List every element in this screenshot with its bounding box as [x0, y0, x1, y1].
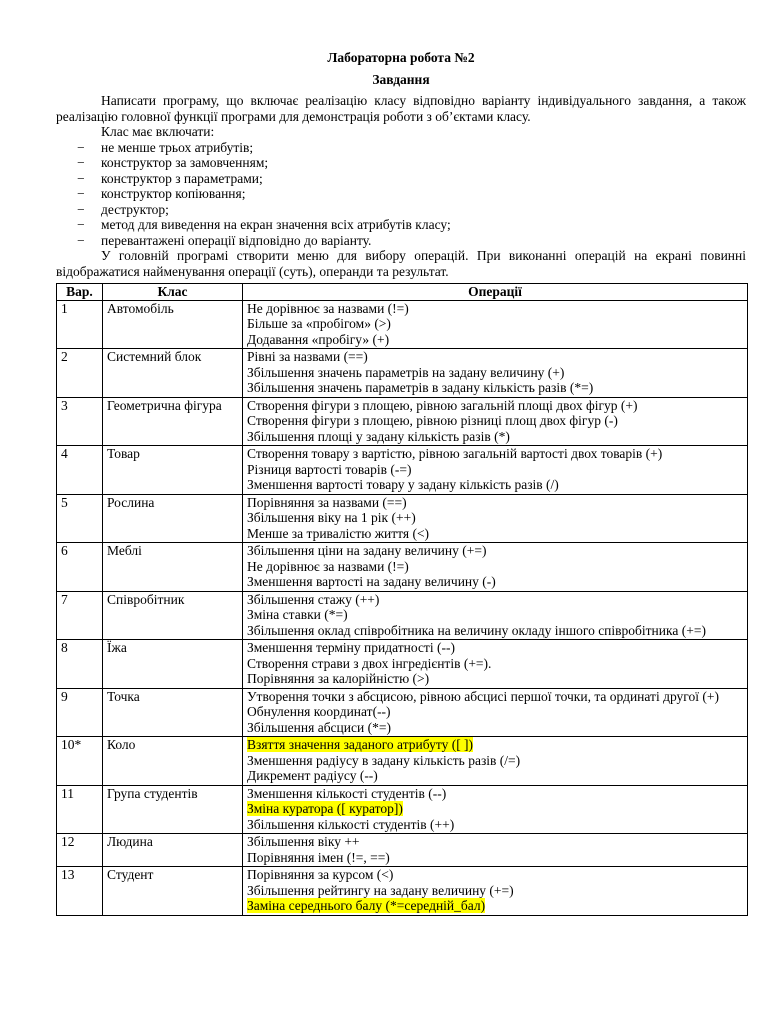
- document-page: [56, 48, 746, 916]
- page-subtitle: Завдання: [372, 72, 430, 87]
- class-cell: Меблі: [103, 543, 243, 592]
- variant-cell: 7: [57, 591, 103, 640]
- dash-bullet-icon: −: [77, 217, 85, 232]
- operation-line: Зміна ставки (*=): [247, 607, 348, 622]
- operation-line: Різниця вартості товарів (-=): [247, 461, 412, 477]
- operation-line: Порівняння за курсом (<): [247, 867, 394, 882]
- variant-cell: 6: [57, 543, 103, 592]
- operations-cell: [243, 737, 748, 786]
- operation-line: Збільшення значень параметрів на задану величину (+): [247, 364, 565, 380]
- operation-line: Збільшення віку ++: [247, 834, 360, 849]
- operations-cell: [243, 494, 748, 543]
- operation-line: Рівні за назвами (==): [247, 349, 368, 364]
- variant-cell: 3: [57, 397, 103, 446]
- variant-cell: 1: [57, 300, 103, 349]
- class-cell: Точка: [103, 688, 243, 737]
- class-cell: Рослина: [103, 494, 243, 543]
- class-cell: Людина: [103, 834, 243, 867]
- operation-line: Збільшення площі у задану кількість разів (*): [247, 428, 510, 444]
- highlighted-operation: Заміна середнього балу (*=середній_бал): [247, 898, 486, 913]
- table-row: [57, 834, 748, 867]
- operation-line: Не дорівнює за назвами (!=): [247, 558, 409, 574]
- operation-line: Збільшення стажу (++): [247, 591, 380, 607]
- class-cell: Коло: [103, 737, 243, 786]
- operation-line: Збільшення ціни на задану величину (+=): [247, 543, 487, 558]
- requirement-item: − конструктор копіювання;: [77, 186, 246, 201]
- operation-line: Збільшення оклад співробітника на величину окладу іншого співробітника (+=): [247, 622, 706, 638]
- operations-cell: [243, 349, 748, 398]
- variant-cell: 11: [57, 785, 103, 834]
- requirement-item: − перевантажені операції відповідно до варіанту.: [77, 232, 372, 248]
- header-operations: Операції: [243, 284, 748, 301]
- table-row: [57, 494, 748, 543]
- operation-line: Зменшення кількості студентів (--): [247, 785, 447, 801]
- class-cell: Товар: [103, 446, 243, 495]
- operation-line: Створення фігури з площею, рівною різниці площ двох фігур (-): [247, 413, 618, 428]
- dash-bullet-icon: −: [77, 139, 85, 155]
- variant-cell: 9: [57, 688, 103, 737]
- requirement-item: − конструктор за замовченням;: [77, 155, 269, 170]
- variant-cell: 13: [57, 867, 103, 916]
- requirement-item: − не менше трьох атрибутів;: [77, 139, 254, 155]
- variant-cell: 5: [57, 494, 103, 543]
- dash-bullet-icon: −: [77, 186, 85, 201]
- class-cell: Автомобіль: [103, 300, 243, 349]
- operation-line: Дикремент радіусу (--): [247, 768, 378, 783]
- operations-cell: [243, 785, 748, 834]
- operation-line: Менше за тривалістю життя (<): [247, 525, 430, 541]
- highlighted-operation: Зміна куратора ([ куратор]): [247, 801, 403, 816]
- variant-cell: 4: [57, 446, 103, 495]
- table-row: [57, 785, 748, 834]
- operation-line: Збільшення кількості студентів (++): [247, 816, 455, 832]
- dash-bullet-icon: −: [77, 201, 85, 217]
- operation-line: Більше за «пробігом» (>): [247, 316, 391, 331]
- variants-table: [56, 283, 748, 916]
- operation-line: Створення страви з двох інгредієнтів (+=).: [247, 655, 492, 671]
- operation-line: Створення товару з вартістю, рівною загальній вартості двох товарів (+): [247, 446, 663, 461]
- operation-line: Додавання «пробігу» (+): [247, 331, 390, 347]
- operation-line: Збільшення рейтингу на задану величину (+=): [247, 882, 514, 898]
- operations-cell: [243, 834, 748, 867]
- table-row: [57, 688, 748, 737]
- table-row: [57, 397, 748, 446]
- variant-cell: 12: [57, 834, 103, 867]
- operation-line: Порівняння імен (!=, ==): [247, 849, 390, 865]
- variant-cell: 8: [57, 640, 103, 689]
- operations-cell: [243, 397, 748, 446]
- operations-cell: [243, 591, 748, 640]
- table-row: [57, 349, 748, 398]
- class-cell: Системний блок: [103, 349, 243, 398]
- operations-cell: [243, 867, 748, 916]
- operations-cell: [243, 446, 748, 495]
- highlighted-operation: Взяття значення заданого атрибуту ([ ]): [247, 737, 474, 752]
- requirements-list: [56, 140, 746, 249]
- class-must-include: Клас має включати:: [101, 124, 215, 139]
- operation-line: Зменшення вартості товару у задану кількість разів (/): [247, 477, 559, 492]
- operation-line: Зменшення вартості на задану величину (-): [247, 574, 496, 589]
- operation-line: Не дорівнює за назвами (!=): [247, 300, 409, 316]
- dash-bullet-icon: −: [77, 155, 85, 170]
- operations-cell: [243, 300, 748, 349]
- dash-bullet-icon: −: [77, 170, 85, 186]
- operation-line: Обнулення координат(--): [247, 704, 391, 719]
- operation-line: Збільшення значень параметрів в задану кількість разів (*=): [247, 380, 594, 395]
- class-cell: Студент: [103, 867, 243, 916]
- table-row: [57, 543, 748, 592]
- operation-line: Порівняння за назвами (==): [247, 494, 407, 510]
- operation-line: Утворення точки з абсцисою, рівною абсцисі першої точки, та ординаті другої (+): [247, 688, 719, 704]
- requirement-item: − метод для виведення на екран значення всіх атрибутів класу;: [77, 217, 451, 232]
- variant-cell: 10*: [57, 737, 103, 786]
- variant-cell: 2: [57, 349, 103, 398]
- operations-cell: [243, 543, 748, 592]
- page-title: Лабораторна робота №2: [327, 50, 475, 65]
- class-cell: Їжа: [103, 640, 243, 689]
- dash-bullet-icon: −: [77, 232, 85, 248]
- requirement-item: − деструктор;: [77, 201, 169, 217]
- operation-line: Порівняння за калорійністю (>): [247, 671, 430, 686]
- header-variant: Вар.: [57, 284, 103, 301]
- operation-line: Зменшення терміну придатності (--): [247, 640, 455, 655]
- menu-paragraph: У головній програмі створити меню для вибору операцій. При виконанні операцій на екрані повинні відображатися найменування операції (суть), операнди та результат.: [56, 248, 746, 279]
- operations-cell: [243, 640, 748, 689]
- intro-paragraph: Написати програму, що включає реалізацію класу відповідно варіанту індивідуального завдання, а також реалізацію головної функції програми для демонстрація роботи з об’єктами класу.: [56, 93, 746, 124]
- table-row: [57, 446, 748, 495]
- table-row: [57, 867, 748, 916]
- table-body: [57, 300, 748, 915]
- operation-line: Створення фігури з площею, рівною загальній площі двох фігур (+): [247, 397, 638, 413]
- operation-line: Зменшення радіусу в задану кількість разів (/=): [247, 752, 521, 768]
- table-row: [57, 737, 748, 786]
- requirement-item: − конструктор з параметрами;: [77, 170, 263, 186]
- table-row: [57, 640, 748, 689]
- class-cell: Геометрична фігура: [103, 397, 243, 446]
- class-cell: Група студентів: [103, 785, 243, 834]
- operation-line: Збільшення віку на 1 рік (++): [247, 510, 416, 525]
- table-row: [57, 300, 748, 349]
- class-cell: Співробітник: [103, 591, 243, 640]
- operation-line: Збільшення абсциси (*=): [247, 719, 391, 735]
- table-row: [57, 591, 748, 640]
- table-header-row: [57, 284, 748, 301]
- header-class: Клас: [103, 284, 243, 301]
- operations-cell: [243, 688, 748, 737]
